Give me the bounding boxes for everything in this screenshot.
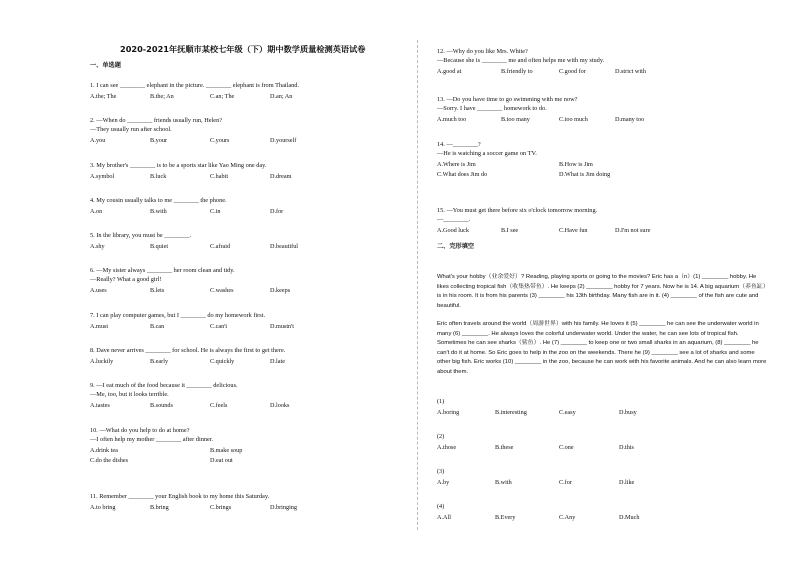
answer-option: D.many too — [615, 116, 645, 123]
question-text: 14. —________? — [437, 141, 481, 148]
answer-option: A.tastes — [90, 402, 110, 409]
answer-option: D.Much — [619, 514, 640, 521]
answer-option: B.can — [150, 323, 165, 330]
answer-option: A.the; The — [90, 93, 117, 100]
question-text: 6. —My sister always ________ her room clean and tidy. — [90, 267, 235, 274]
answer-option: B.lets — [150, 287, 165, 294]
answer-option: B.Every — [495, 514, 516, 521]
answer-option: C.good for — [559, 68, 586, 75]
page-title: 2020-2021年抚顺市某校七年级（下）期中数学质量检测英语试卷 — [120, 44, 366, 54]
question-text: 15. —You must get there before six o'clock tomorrow morning. — [437, 207, 598, 214]
section-heading-cloze: 二、完形填空 — [437, 243, 475, 250]
answer-option: A.good at — [437, 68, 462, 75]
question-text: 8. Dave never arrives ________ for school. He is always the first to get there. — [90, 347, 286, 354]
cloze-paragraph-1: What's your hobby（业余爱好）? Reading, playing sports or going to the movies? Eric has a（n）(1) ________ hobby. He likes collecting tropical fish（收集热带鱼）. He keeps (2) ________ hobby for 7 years. Now he is 14. A big aquarium（养鱼缸）is in his room. It is from his parents (3) ________ his 13th birthday. Many fish are in it. (4) ________ of the fish are cute and beautiful. — [437, 274, 766, 309]
answer-option: C.habit — [210, 173, 229, 180]
answer-option: C.feels — [210, 402, 228, 409]
question-text: —Really? What a good girl! — [90, 276, 162, 283]
answer-option: B.I see — [501, 227, 519, 234]
question-text: 11. Remember ________ your English book to my home this Saturday. — [90, 493, 270, 500]
answer-option: D.busy — [619, 409, 637, 416]
answer-option: A.luckily — [90, 358, 114, 365]
answer-option: C.Have fun — [559, 227, 588, 234]
answer-option: D.this — [619, 444, 634, 451]
answer-option: A.All — [437, 514, 451, 521]
answer-option: C.can't — [210, 323, 228, 330]
question-text: 7. I can play computer games, but I ________ do my homework first. — [90, 312, 266, 319]
answer-option: B.early — [150, 358, 169, 365]
answer-option: D.mustn't — [270, 323, 294, 330]
answer-option: C.in — [210, 208, 221, 215]
answer-option: B.luck — [150, 173, 167, 180]
answer-option: C.an; The — [210, 93, 235, 100]
question-text: 3. My brother's ________ is to be a sports star like Yao Ming one day. — [90, 162, 267, 169]
answer-option: C.easy — [559, 409, 576, 416]
section-heading-single-choice: 一、单选题 — [90, 62, 121, 69]
answer-option: A.must — [90, 323, 109, 330]
question-text: —I often help my mother ________ after dinner. — [90, 436, 214, 443]
answer-option: D.What is Jim doing — [559, 171, 611, 178]
answer-option: B.with — [150, 208, 167, 215]
answer-option: A.on — [90, 208, 103, 215]
question-text: —Sorry. I have ________ homework to do. — [437, 105, 547, 112]
answer-option: C.for — [559, 479, 572, 486]
answer-option: D.strict with — [615, 68, 646, 75]
question-text: —He is watching a soccer game on TV. — [437, 150, 537, 157]
cloze-question-number: (3) — [437, 468, 445, 475]
answer-option: A.symbol — [90, 173, 115, 180]
answer-option: A.shy — [90, 243, 105, 250]
answer-option: A.to bring — [90, 504, 116, 511]
question-text: 13. —Do you have time to go swimming with me now? — [437, 96, 578, 103]
answer-option: D.dream — [270, 173, 292, 180]
answer-option: B.with — [495, 479, 512, 486]
answer-option: A.Good luck — [437, 227, 469, 234]
answer-option: B.sounds — [150, 402, 173, 409]
question-text: 5. In the library, you must be ________. — [90, 232, 192, 239]
answer-option: C.yours — [210, 137, 230, 144]
answer-option: A.those — [437, 444, 457, 451]
answer-option: A.Where is Jim — [437, 161, 476, 168]
question-text: —________. — [437, 216, 471, 223]
answer-option: C.afraid — [210, 243, 231, 250]
cloze-question-number: (2) — [437, 433, 445, 440]
cloze-question-number: (1) — [437, 398, 445, 405]
question-text: —Because she is ________ me and often helps me with my study. — [437, 57, 605, 64]
answer-option: C.brings — [210, 504, 232, 511]
answer-option: C.too much — [559, 116, 588, 123]
answer-option: D.yourself — [270, 137, 297, 144]
cloze-paragraph-2: Eric often travels around the world（周游世界）with his family. He loves it (5) ________ he can see the underwater world in many (6) ________. He always loves the colorful underwater world. Under the water, he can see lots of tropical fish. Sometimes he can see sharks（鲨鱼）. He (7) ________ to keep one or two small sharks in an aquarium, (8) ________ he can't do it at home. So Eric goes to help in the zoo on the weekends. There he (9) ________ see a lot of sharks and some other big fish. Eric works (10) ________ in the zoo, because he can work with his favorite animals. And he can also learn more about them. — [437, 321, 767, 375]
answer-option: C.one — [559, 444, 574, 451]
answer-option: C.washes — [210, 287, 234, 294]
question-text: 2. —When do ________ friends usually run, Helen? — [90, 117, 223, 124]
answer-option: C.quickly — [210, 358, 235, 365]
answer-option: D.late — [270, 358, 285, 365]
answer-option: B.bring — [150, 504, 169, 511]
right-page — [397, 0, 794, 562]
answer-option: A.much too — [437, 116, 467, 123]
answer-option: D.like — [619, 479, 635, 486]
answer-option: B.these — [495, 444, 514, 451]
question-text: 4. My cousin usually talks to me ________ the phone. — [90, 197, 227, 204]
answer-option: B.friendly to — [501, 68, 533, 75]
question-text: —They usually run after school. — [90, 126, 172, 133]
answer-option: B.How is Jim — [559, 161, 593, 168]
answer-option: A.uses — [90, 287, 107, 294]
answer-option: D.beautiful — [270, 243, 299, 250]
answer-option: B.too many — [501, 116, 530, 123]
answer-option: D.I'm not sure — [615, 227, 651, 234]
question-text: 10. —What do you help to do at home? — [90, 427, 190, 434]
answer-option: C.What does Jim do — [437, 171, 488, 178]
answer-option: B.interesting — [495, 409, 527, 416]
answer-option: C.do the dishes — [90, 457, 128, 464]
question-text: 1. I can see ________ elephant in the picture. ________ elephant is from Thailand. — [90, 82, 300, 89]
answer-option: A.you — [90, 137, 106, 144]
answer-option: C.Any — [559, 514, 576, 521]
answer-option: D.eat out — [210, 457, 233, 464]
question-text: 9. —I eat much of the food because it ________ delicious. — [90, 382, 238, 389]
answer-option: A.drink tea — [90, 447, 118, 454]
answer-option: A.boring — [437, 409, 460, 416]
answer-option: B.the; An — [150, 93, 174, 100]
answer-option: D.an; An — [270, 93, 293, 100]
answer-option: D.looks — [270, 402, 290, 409]
question-text: —Me, too, but it looks terrible. — [90, 391, 169, 398]
answer-option: D.keeps — [270, 287, 291, 294]
answer-option: A.by — [437, 479, 450, 486]
answer-option: B.make soup — [210, 447, 243, 454]
question-text: 12. —Why do you like Mrs. White? — [437, 48, 528, 55]
answer-option: B.quiet — [150, 243, 169, 250]
answer-option: D.for — [270, 208, 284, 215]
answer-option: B.your — [150, 137, 168, 144]
cloze-question-number: (4) — [437, 503, 445, 510]
answer-option: D.bringing — [270, 504, 297, 511]
